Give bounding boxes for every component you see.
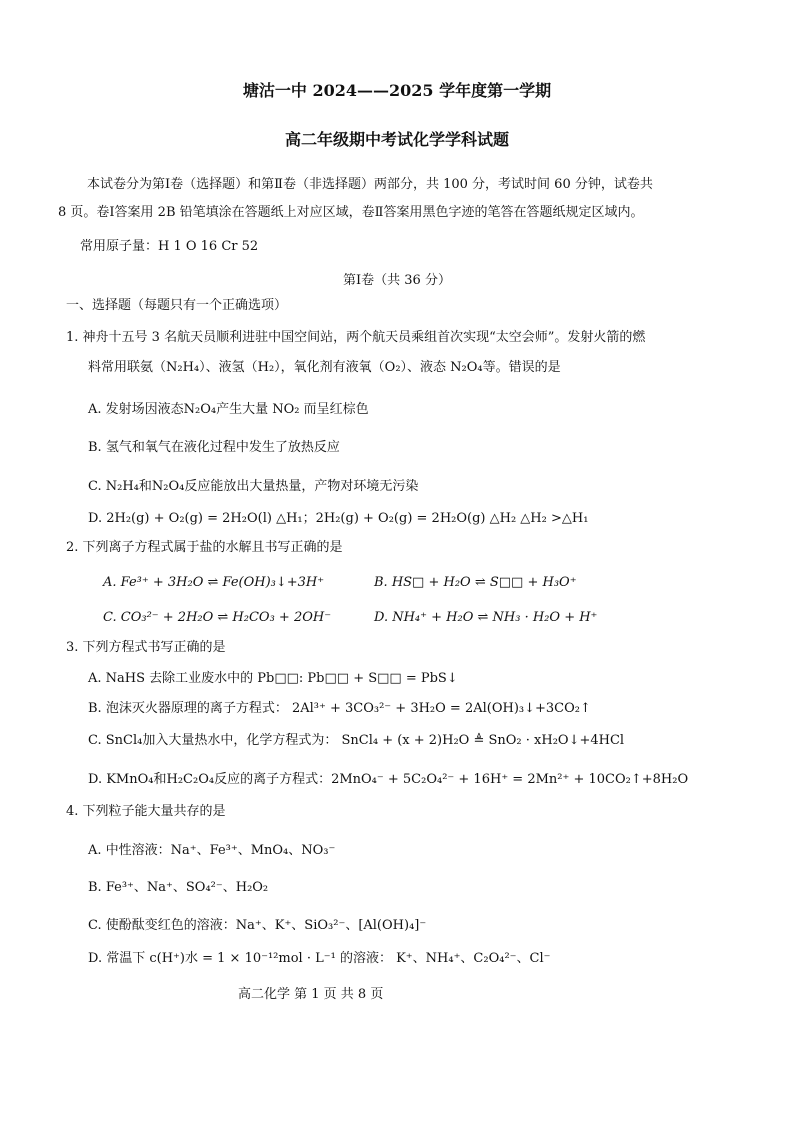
atomic-masses: 常用原子量：H 1 O 16 Cr 52 [80, 239, 259, 254]
section-title: 第Ⅰ卷（共 36 分） [343, 273, 451, 288]
q4-stem: 4. 下列粒子能大量共存的是 [66, 804, 226, 819]
q1-option-c: C. N₂H₄和N₂O₄反应能放出大量热量，产物对环境无污染 [88, 479, 419, 494]
q2-stem: 2. 下列离子方程式属于盐的水解且书写正确的是 [66, 540, 343, 555]
q3-option-d: D. KMnO₄和H₂C₂O₄反应的离子方程式：2MnO₄⁻ + 5C₂O₄²⁻ + 16H⁺ = 2Mn²⁺ + 10CO₂↑+8H₂O [88, 772, 689, 787]
exam-title-school: 塘沽一中 2024——2025 学年度第一学期 [242, 81, 552, 100]
q2-option-a: A. Fe³⁺ + 3H₂O ⇌ Fe(OH)₃↓+3H⁺ [103, 575, 325, 590]
q4-option-c: C. 使酚酞变红色的溶液：Na⁺、K⁺、SiO₃²⁻、[Al(OH)₄]⁻ [88, 918, 427, 933]
q1-option-a: A. 发射场因液态N₂O₄产生大量 NO₂ 而呈红棕色 [88, 402, 369, 417]
q2-option-c: C. CO₃²⁻ + 2H₂O ⇌ H₂CO₃ + 2OH⁻ [103, 610, 332, 625]
q3-option-a: A. NaHS 去除工业废水中的 Pb□□: Pb□□ + S□□ = PbS↓ [88, 671, 458, 686]
q4-option-d: D. 常温下 c(H⁺)水 = 1 × 10⁻¹²mol · L⁻¹ 的溶液： K⁺、NH₄⁺、C₂O₄²⁻、Cl⁻ [88, 951, 551, 966]
page-footer: 高二化学 第 1 页 共 8 页 [238, 987, 384, 1002]
q1-option-b: B. 氢气和氧气在液化过程中发生了放热反应 [88, 440, 340, 455]
q2-option-d: D. NH₄⁺ + H₂O ⇌ NH₃ · H₂O + H⁺ [374, 610, 598, 625]
intro-line-2: 8 页。卷Ⅰ答案用 2B 铅笔填涂在答题纸上对应区域，卷Ⅱ答案用黑色字迹的笔答在答题纸规定区域内。 [58, 205, 644, 220]
q4-option-a: A. 中性溶液：Na⁺、Fe³⁺、MnO₄、NO₃⁻ [88, 843, 336, 858]
q2-option-b: B. HS□ + H₂O ⇌ S□□ + H₃O⁺ [374, 575, 577, 590]
q3-option-c: C. SnCl₄加入大量热水中，化学方程式为： SnCl₄ + (x + 2)H₂O ≜ SnO₂ · xH₂O↓+4HCl [88, 733, 625, 748]
intro-line-1: 本试卷分为第Ⅰ卷（选择题）和第Ⅱ卷（非选择题）两部分，共 100 分，考试时间 60 分钟，试卷共 [87, 177, 653, 192]
q1-option-d: D. 2H₂(g) + O₂(g) = 2H₂O(l) △H₁；2H₂(g) + O₂(g) = 2H₂O(g) △H₂ △H₂ >△H₁ [88, 511, 589, 526]
q1-stem-line-2: 料常用联氨（N₂H₄）、液氢（H₂），氧化剂有液氧（O₂）、液态 N₂O₄等。错误的是 [88, 360, 561, 375]
section-heading: 一、选择题（每题只有一个正确选项） [66, 298, 288, 313]
q4-option-b: B. Fe³⁺、Na⁺、SO₄²⁻、H₂O₂ [88, 880, 269, 895]
exam-title-subject: 高二年级期中考试化学学科试题 [284, 130, 509, 149]
q3-stem: 3. 下列方程式书写正确的是 [66, 640, 226, 655]
q1-stem-line-1: 1. 神舟十五号 3 名航天员顺利进驻中国空间站，两个航天员乘组首次实现“太空会师”。发射火箭的燃 [66, 330, 646, 345]
q3-option-b: B. 泡沫灭火器原理的离子方程式： 2Al³⁺ + 3CO₃²⁻ + 3H₂O = 2Al(OH)₃↓+3CO₂↑ [88, 701, 591, 716]
